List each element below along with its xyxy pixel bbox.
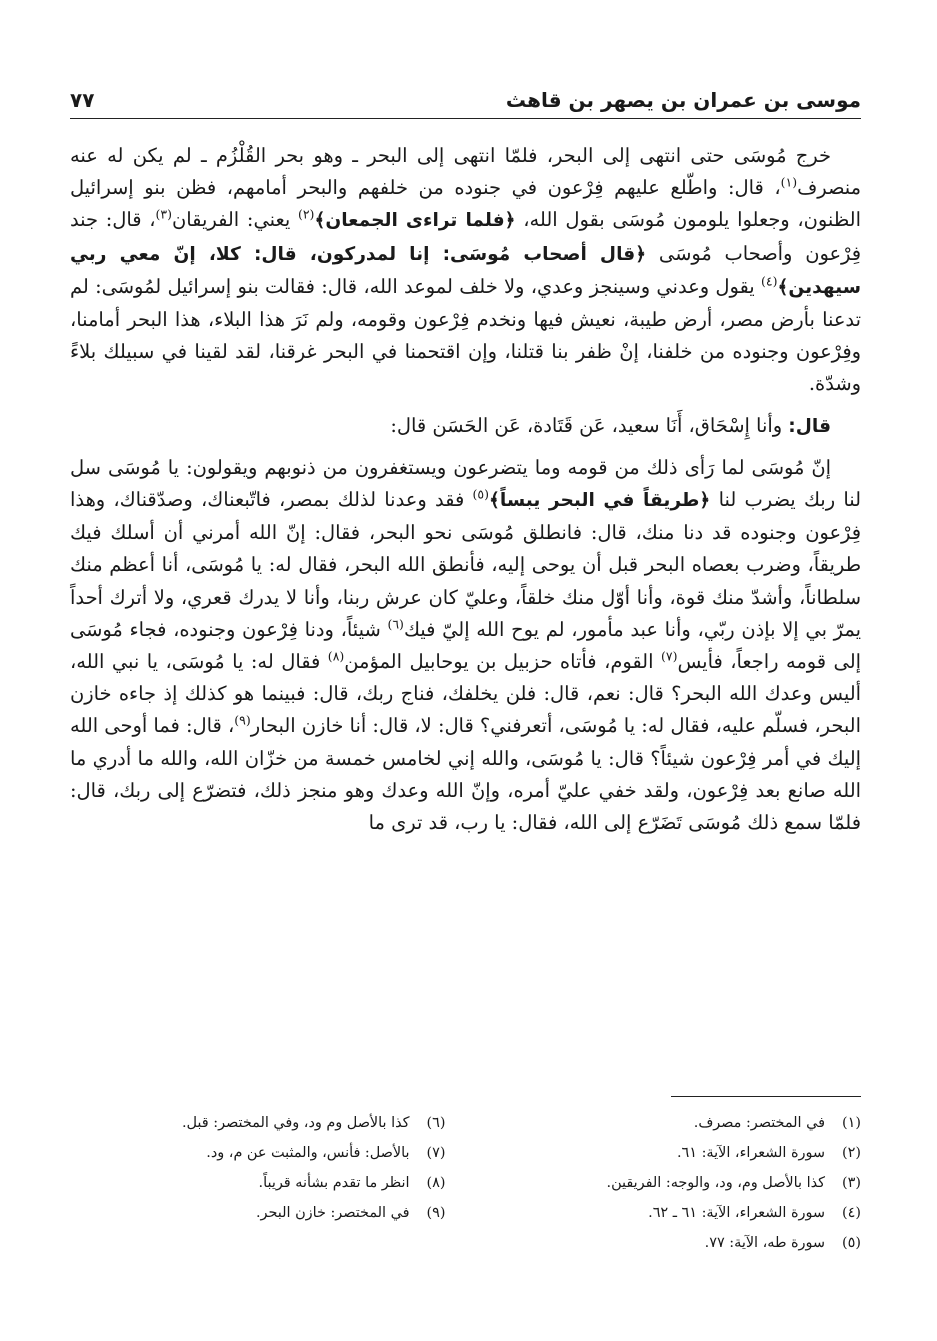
text-run: خرج مُوسَى حتى انتهى إلى البحر، فلمّا انتهى إلى البحر ـ وهو بحر القُلْزُم ـ لم يكن له عنه منصرف bbox=[70, 144, 861, 200]
isnad-chain: وأنا إِسْحَاق، أَنَا سعيد، عَن قَتَادة، عَن الحَسَن قال: bbox=[390, 413, 789, 437]
text-run: شيئاً، ودنا فِرْعون وجنوده، فجاء مُوسَى إلى قومه راجعاً، فأيس bbox=[70, 617, 861, 674]
text-run: ، قال: واطّلع عليهم فِرْعون في جنوده من خلفهم والبحر أمامهم، فظن بنو إسرائيل الظنون، وجعلوا يلومون مُوسَى بقول الله، bbox=[70, 176, 861, 232]
footnote-ref-6[interactable]: (٦) bbox=[387, 616, 404, 632]
footnote-ref-7[interactable]: (٧) bbox=[660, 648, 678, 664]
text-run: ، قال: فما أوحى الله إليك في أمر فِرْعون شيئاً؟ قال: يا مُوسَى، والله إني لخامس خمسة من خزّان الله، والله ما أدري ما الله صانع بعد فِرْعون، ولقد خفي عليّ أمره، وإنّ الله وعدك وهو منجز ذلك، فتضرّع إلى ربك، قال: فلمّا سمع ذلك مُوسَى تَضَرّع إلى الله، فقال: يا رب، قد ترى ما bbox=[70, 714, 861, 835]
footnote-ref-5[interactable]: (٥) bbox=[472, 486, 489, 502]
narration-label: قال: bbox=[788, 415, 831, 437]
footnote-number: (٨) bbox=[426, 1175, 446, 1191]
text-run: يقول وعدني وسينجز وعدي، ولا خلف لموعد الله، قال: فقالت بنو إسرائيل لمُوسَى: لم تدعنا بأرض مصر، أرض طيبة، نعيش فيها ونخدم فِرْعون وقومه، ولم نَرَ هذا البلاء، هذا البحر أمامنا، وفِرْعون وجنوده من خلفنا، إنْ ظفر بنا قتلنا، وإن اقتحمنا في البحر غرقنا، لقد لقينا في سبيلك بلاءً وشدّة. bbox=[70, 274, 861, 396]
quran-quote: ﴿فلما تراءى الجمعان﴾ bbox=[314, 210, 516, 232]
footnote-text: كذا بالأصل وم، ود، والوجه: الفريقين. bbox=[606, 1175, 825, 1191]
footnote-number: (٩) bbox=[426, 1205, 446, 1221]
text-run: ، قال: جند فِرْعون وأصحاب مُوسَى bbox=[70, 208, 862, 265]
quran-quote: ﴿قال أصحاب مُوسَى: إنا لمدركون، قال: كلا، إنّ معي ربي سيهدين﴾ bbox=[70, 243, 861, 298]
text-run: فقد وعدنا لذلك بمصر، فاتّبعناك، وصدّقناك، وهذا فِرْعون وجنوده قد دنا منك، قال: فانطلق مُوسَى نحو البحر، فقال: إنّ الله أمرني أن أسلك فيك طريقاً، وضرب بعصاه البحر قبل أن يوحى إليه، فأنطق الله البحر، فقال له: يا مُوسَى، أنا أعظم منك سلطاناً، وأشدّ منك قوة، وأنا أوّل منك خلقاً، وعليّ كان عرش ربنا، وأنا لا يدرك قعري، ولا أترك أحداً يمرّ بي إلا بإذن ربّي، وأنا عبد مأمور، لم يوح الله إليّ فيك bbox=[70, 488, 861, 641]
footnote-text: بالأصل: فأنس، والمثبت عن م، ود. bbox=[206, 1145, 410, 1161]
running-header bbox=[70, 72, 861, 119]
main-text bbox=[70, 140, 861, 848]
footnote-item bbox=[486, 1228, 862, 1258]
footnote-number: (٤) bbox=[842, 1205, 861, 1221]
page-number: ٧٧ bbox=[70, 88, 95, 112]
footnote-item bbox=[486, 1198, 862, 1228]
footnote-text: في المختصر: مصرف. bbox=[693, 1115, 825, 1131]
footnotes bbox=[70, 1108, 861, 1258]
footnote-separator bbox=[671, 1096, 861, 1097]
text-run: فقال له: يا مُوسَى، يا نبي الله، أليس وعدك الله البحر؟ قال: نعم، قال: فلن يخلفك، فناج ربك، قال: فبينما هو كذلك إذ جاءه خازن البحر، فسلّم عليه، فقال له: يا مُوسَى، أتعرفني؟ قال: لا، قال: أنا خازن البحار bbox=[70, 650, 861, 738]
paragraph-2 bbox=[70, 410, 861, 443]
footnote-text: سورة الشعراء، الآية: ٦١ ـ ٦٢. bbox=[648, 1205, 825, 1221]
footnote-number: (٣) bbox=[842, 1175, 861, 1191]
footnote-number: (٦) bbox=[426, 1115, 446, 1131]
paragraph-1 bbox=[70, 140, 861, 401]
footnote-item bbox=[486, 1168, 862, 1198]
footnote-text: في المختصر: خازن البحر. bbox=[255, 1205, 410, 1221]
footnote-ref-9[interactable]: (٩) bbox=[234, 712, 251, 728]
footnote-number: (٥) bbox=[842, 1235, 861, 1251]
footnotes-left-column bbox=[70, 1108, 446, 1258]
quran-quote: ﴿طريقاً في البحر يبساً﴾ bbox=[488, 490, 711, 512]
footnote-text: سورة طه، الآية: ٧٧. bbox=[704, 1235, 825, 1251]
footnote-number: (٧) bbox=[426, 1145, 446, 1161]
footnote-ref-2[interactable]: (٢) bbox=[297, 206, 315, 222]
paragraph-3 bbox=[70, 452, 861, 839]
running-title: موسى بن عمران بن يصهر بن قاهث bbox=[505, 88, 861, 112]
footnote-number: (١) bbox=[842, 1115, 861, 1131]
footnote-ref-3[interactable]: (٣) bbox=[155, 206, 173, 222]
text-run: يعني: الفريقان bbox=[172, 208, 298, 232]
footnote-ref-1[interactable]: (١) bbox=[780, 174, 798, 190]
footnote-text: سورة الشعراء، الآية: ٦١. bbox=[676, 1145, 825, 1161]
footnote-item bbox=[486, 1138, 862, 1168]
footnote-item bbox=[70, 1108, 446, 1138]
footnote-item bbox=[486, 1108, 862, 1138]
footnote-text: كذا بالأصل وم ود، وفي المختصر: قبل. bbox=[181, 1115, 410, 1131]
text-run: إنّ مُوسَى لما رَأى ذلك من قومه وما يتضرعون ويستغفرون من ذنوبهم ويقولون: يا مُوسَى سل لنا ربك يضرب لنا bbox=[70, 455, 861, 512]
text-run: القوم، فأتاه حزبيل بن يوحابيل المؤمن bbox=[344, 650, 661, 674]
footnotes-right-column bbox=[486, 1108, 862, 1258]
footnote-item bbox=[70, 1138, 446, 1168]
footnote-ref-8[interactable]: (٨) bbox=[327, 648, 345, 664]
footnote-item bbox=[70, 1198, 446, 1228]
footnote-item bbox=[70, 1168, 446, 1198]
footnote-number: (٢) bbox=[842, 1145, 861, 1161]
footnote-text: انظر ما تقدم بشأنه قريباً. bbox=[258, 1175, 410, 1191]
footnote-ref-4[interactable]: (٤) bbox=[761, 273, 778, 289]
